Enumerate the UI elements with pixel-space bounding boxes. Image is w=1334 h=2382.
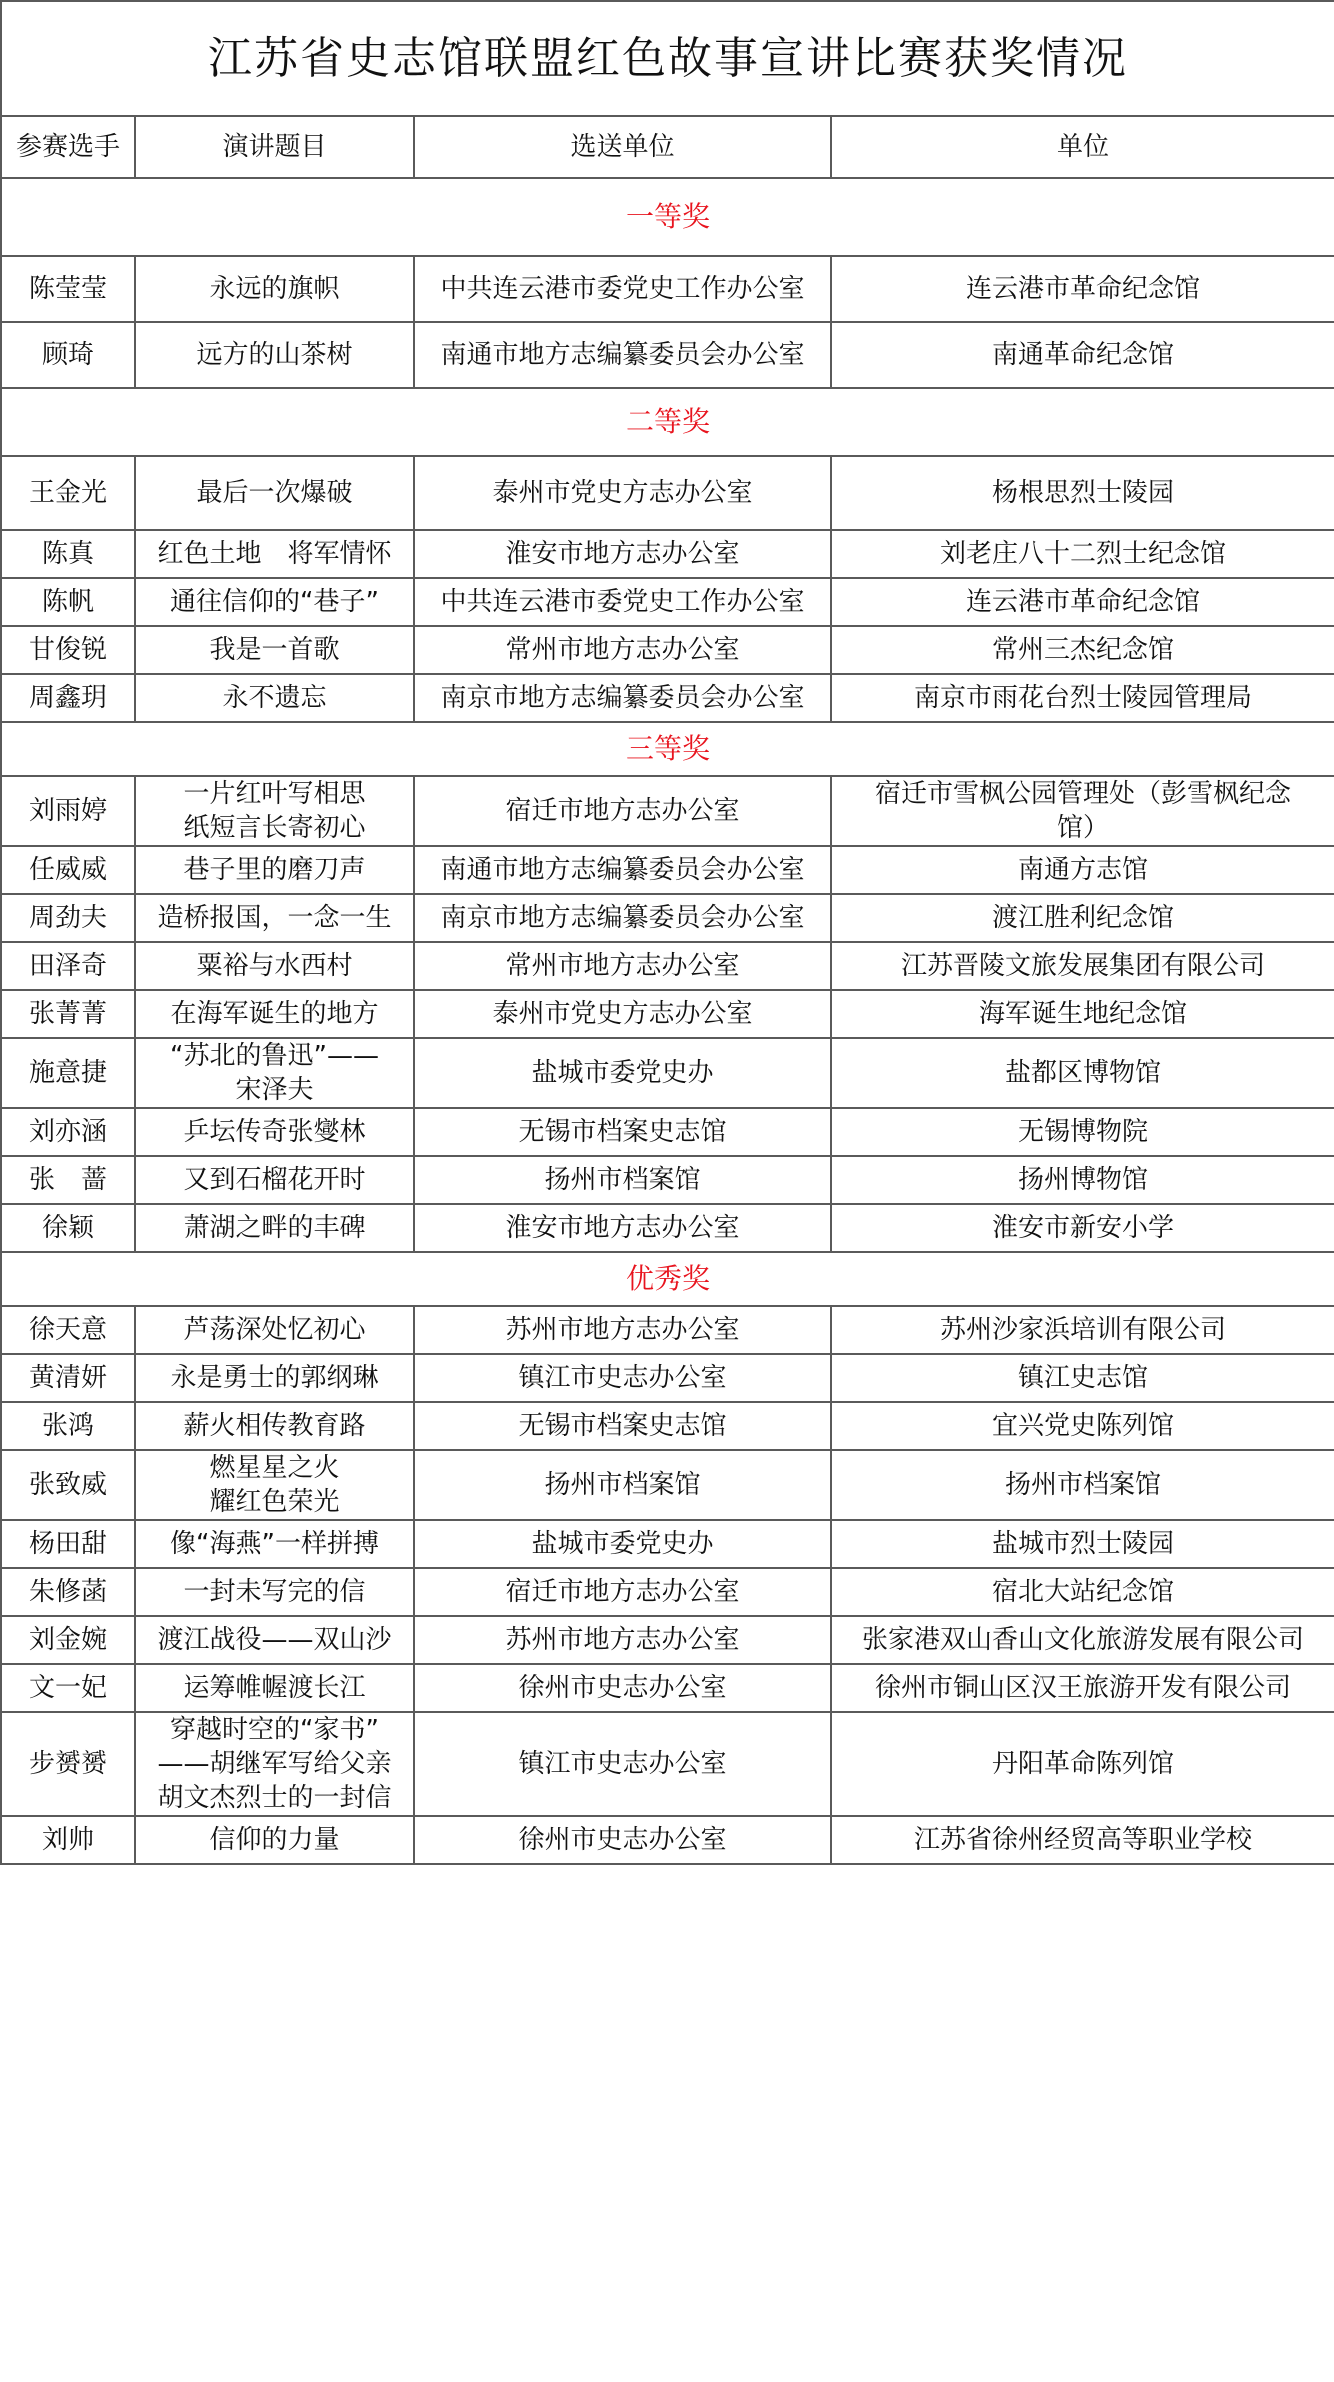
table-row <box>1 1664 1334 1712</box>
unit <box>831 1520 1334 1568</box>
contestant-name: 陈莹莹 <box>1 256 135 322</box>
sending-unit: 常州市地方志办公室 <box>414 626 831 674</box>
speech-topic <box>135 1156 414 1204</box>
award-level: 一等奖 <box>1 178 1334 256</box>
table-row <box>1 1520 1334 1568</box>
sending-unit: 徐州市史志办公室 <box>414 1816 831 1864</box>
speech-topic-line: 造桥报国，一念一生 <box>157 903 392 933</box>
header-unit: 单位 <box>831 116 1334 178</box>
speech-topic-line: 永不遗忘 <box>222 683 327 713</box>
contestant-name: 刘帅 <box>1 1816 135 1864</box>
speech-topic-line: 运筹帷幄渡长江 <box>183 1673 366 1703</box>
contestant-name: 黄清妍 <box>1 1354 135 1402</box>
speech-topic <box>135 990 414 1038</box>
unit-line: 丹阳革命陈列馆 <box>991 1749 1174 1779</box>
contestant-name: 徐颖 <box>1 1204 135 1252</box>
contestant-name: 朱修菡 <box>1 1568 135 1616</box>
unit-line: 徐州市铜山区汉王旅游开发有限公司 <box>874 1673 1291 1703</box>
unit-line: 江苏晋陵文旅发展集团有限公司 <box>900 951 1265 981</box>
unit <box>831 1450 1334 1520</box>
award-section-row <box>1 722 1334 776</box>
unit-line: 宿北大站纪念馆 <box>991 1577 1174 1607</box>
unit <box>831 1402 1334 1450</box>
unit-line: 扬州市档案馆 <box>1004 1470 1161 1500</box>
speech-topic-line: 远方的山茶树 <box>196 340 353 370</box>
sending-unit: 淮安市地方志办公室 <box>414 530 831 578</box>
unit <box>831 1664 1334 1712</box>
page-title: 江苏省史志馆联盟红色故事宣讲比赛获奖情况 <box>1 1 1334 116</box>
unit <box>831 1712 1334 1816</box>
speech-topic-line: “苏北的鲁迅”—— <box>170 1041 379 1071</box>
sending-unit: 中共连云港市委党史工作办公室 <box>414 578 831 626</box>
speech-topic <box>135 776 414 846</box>
contestant-name: 张菁菁 <box>1 990 135 1038</box>
contestant-name: 徐天意 <box>1 1306 135 1354</box>
sending-unit: 扬州市档案馆 <box>414 1450 831 1520</box>
table-row <box>1 626 1334 674</box>
table-row <box>1 322 1334 388</box>
contestant-name: 张致威 <box>1 1450 135 1520</box>
contestant-name: 周劲夫 <box>1 894 135 942</box>
table-row <box>1 1816 1334 1864</box>
speech-topic-line: 最后一次爆破 <box>196 478 353 508</box>
unit <box>831 530 1334 578</box>
unit-line: 江苏省徐州经贸高等职业学校 <box>913 1825 1252 1855</box>
sending-unit: 宿迁市地方志办公室 <box>414 1568 831 1616</box>
speech-topic-line: ——胡继军写给父亲 <box>157 1749 392 1779</box>
contestant-name: 任威威 <box>1 846 135 894</box>
speech-topic-line: 一封未写完的信 <box>183 1577 366 1607</box>
sending-unit: 无锡市档案史志馆 <box>414 1108 831 1156</box>
sending-unit: 盐城市委党史办 <box>414 1038 831 1108</box>
unit <box>831 674 1334 722</box>
award-level: 优秀奖 <box>1 1252 1334 1306</box>
speech-topic-line: 乒坛传奇张燮林 <box>183 1117 366 1147</box>
speech-topic <box>135 1520 414 1568</box>
table-row <box>1 578 1334 626</box>
unit <box>831 578 1334 626</box>
unit <box>831 1156 1334 1204</box>
speech-topic <box>135 846 414 894</box>
contestant-name: 周鑫玥 <box>1 674 135 722</box>
table-row <box>1 1568 1334 1616</box>
speech-topic-line: 芦荡深处忆初心 <box>183 1315 366 1345</box>
sending-unit: 南通市地方志编纂委员会办公室 <box>414 322 831 388</box>
unit-line: 扬州博物馆 <box>1017 1165 1148 1195</box>
speech-topic-line: 燃星星之火 <box>209 1453 340 1483</box>
sending-unit: 镇江市史志办公室 <box>414 1712 831 1816</box>
unit-line: 苏州沙家浜培训有限公司 <box>939 1315 1226 1345</box>
table-row <box>1 530 1334 578</box>
speech-topic-line: 耀红色荣光 <box>209 1487 340 1517</box>
sending-unit: 南通市地方志编纂委员会办公室 <box>414 846 831 894</box>
speech-topic-line: 在海军诞生的地方 <box>170 999 379 1029</box>
unit <box>831 626 1334 674</box>
unit-line: 渡江胜利纪念馆 <box>991 903 1174 933</box>
table-row <box>1 1402 1334 1450</box>
sending-unit: 南京市地方志编纂委员会办公室 <box>414 894 831 942</box>
award-level: 二等奖 <box>1 388 1334 456</box>
unit-line: 盐都区博物馆 <box>1004 1058 1161 1088</box>
speech-topic-line: 永是勇士的郭纲琳 <box>170 1363 379 1393</box>
table-row <box>1 256 1334 322</box>
speech-topic-line: 宋泽夫 <box>235 1075 314 1105</box>
sending-unit: 扬州市档案馆 <box>414 1156 831 1204</box>
speech-topic <box>135 894 414 942</box>
unit <box>831 846 1334 894</box>
speech-topic <box>135 942 414 990</box>
unit-line: 海军诞生地纪念馆 <box>978 999 1187 1029</box>
speech-topic-line: 纸短言长寄初心 <box>183 813 366 843</box>
contestant-name: 顾琦 <box>1 322 135 388</box>
sending-unit: 常州市地方志办公室 <box>414 942 831 990</box>
sending-unit: 苏州市地方志办公室 <box>414 1616 831 1664</box>
table-row <box>1 1712 1334 1816</box>
contestant-name: 王金光 <box>1 456 135 530</box>
unit-line: 张家港双山香山文化旅游发展有限公司 <box>861 1625 1304 1655</box>
table-row <box>1 894 1334 942</box>
speech-topic-line: 我是一首歌 <box>209 635 340 665</box>
speech-topic-line: 永远的旗帜 <box>209 274 340 304</box>
speech-topic <box>135 1816 414 1864</box>
table-row <box>1 942 1334 990</box>
unit-line: 无锡博物院 <box>1017 1117 1148 1147</box>
sending-unit: 盐城市委党史办 <box>414 1520 831 1568</box>
speech-topic <box>135 626 414 674</box>
unit <box>831 776 1334 846</box>
table-row <box>1 1306 1334 1354</box>
speech-topic-line: 信仰的力量 <box>209 1825 340 1855</box>
speech-topic <box>135 1568 414 1616</box>
speech-topic <box>135 1204 414 1252</box>
table-row <box>1 674 1334 722</box>
sending-unit: 泰州市党史方志办公室 <box>414 990 831 1038</box>
speech-topic-line: 粟裕与水西村 <box>196 951 353 981</box>
unit-line: 馆） <box>1056 813 1109 843</box>
award-section-row <box>1 388 1334 456</box>
unit <box>831 1568 1334 1616</box>
speech-topic <box>135 578 414 626</box>
table-row <box>1 1354 1334 1402</box>
unit-line: 淮安市新安小学 <box>991 1213 1174 1243</box>
speech-topic-line: 又到石榴花开时 <box>183 1165 366 1195</box>
speech-topic <box>135 674 414 722</box>
sending-unit: 泰州市党史方志办公室 <box>414 456 831 530</box>
contestant-name: 刘亦涵 <box>1 1108 135 1156</box>
speech-topic-line: 通往信仰的“巷子” <box>170 587 379 617</box>
table-row <box>1 1156 1334 1204</box>
table-row <box>1 456 1334 530</box>
unit-line: 南通革命纪念馆 <box>991 340 1174 370</box>
unit-line: 南通方志馆 <box>1017 855 1148 885</box>
unit <box>831 990 1334 1038</box>
contestant-name: 施意捷 <box>1 1038 135 1108</box>
table-row <box>1 1450 1334 1520</box>
award-level: 三等奖 <box>1 722 1334 776</box>
unit <box>831 894 1334 942</box>
unit-line: 宿迁市雪枫公园管理处（彭雪枫纪念 <box>874 779 1291 809</box>
speech-topic <box>135 1616 414 1664</box>
unit <box>831 1108 1334 1156</box>
header-row <box>1 116 1334 178</box>
unit <box>831 1204 1334 1252</box>
speech-topic <box>135 1306 414 1354</box>
contestant-name: 张 蔷 <box>1 1156 135 1204</box>
speech-topic <box>135 1712 414 1816</box>
contestant-name: 张鸿 <box>1 1402 135 1450</box>
unit-line: 刘老庄八十二烈士纪念馆 <box>939 539 1226 569</box>
speech-topic <box>135 1402 414 1450</box>
unit <box>831 1306 1334 1354</box>
unit-line: 杨根思烈士陵园 <box>991 478 1174 508</box>
speech-topic <box>135 1664 414 1712</box>
unit-line: 常州三杰纪念馆 <box>991 635 1174 665</box>
contestant-name: 甘俊锐 <box>1 626 135 674</box>
unit <box>831 256 1334 322</box>
speech-topic-line: 萧湖之畔的丰碑 <box>183 1213 366 1243</box>
speech-topic-line: 巷子里的磨刀声 <box>183 855 366 885</box>
award-section-row <box>1 178 1334 256</box>
sending-unit: 南京市地方志编纂委员会办公室 <box>414 674 831 722</box>
table-row <box>1 846 1334 894</box>
sending-unit: 苏州市地方志办公室 <box>414 1306 831 1354</box>
unit <box>831 1038 1334 1108</box>
contestant-name: 杨田甜 <box>1 1520 135 1568</box>
speech-topic <box>135 1038 414 1108</box>
speech-topic <box>135 530 414 578</box>
awards-table-body <box>1 1 1334 1864</box>
table-row <box>1 776 1334 846</box>
speech-topic <box>135 322 414 388</box>
contestant-name: 刘金婉 <box>1 1616 135 1664</box>
sending-unit: 宿迁市地方志办公室 <box>414 776 831 846</box>
speech-topic-line: 一片红叶写相思 <box>183 779 366 809</box>
sending-unit: 中共连云港市委党史工作办公室 <box>414 256 831 322</box>
unit <box>831 942 1334 990</box>
contestant-name: 陈真 <box>1 530 135 578</box>
unit-line: 宜兴党史陈列馆 <box>991 1411 1174 1441</box>
speech-topic-line: 薪火相传教育路 <box>183 1411 366 1441</box>
unit-line: 南京市雨花台烈士陵园管理局 <box>913 683 1252 713</box>
speech-topic-line: 红色土地 将军情怀 <box>157 539 392 569</box>
table-row <box>1 1038 1334 1108</box>
table-row <box>1 990 1334 1038</box>
contestant-name: 刘雨婷 <box>1 776 135 846</box>
unit-line: 盐城市烈士陵园 <box>991 1529 1174 1559</box>
speech-topic-line: 胡文杰烈士的一封信 <box>157 1783 392 1813</box>
unit <box>831 1354 1334 1402</box>
speech-topic-line: 像“海燕”一样拼搏 <box>170 1529 379 1559</box>
title-row <box>1 1 1334 116</box>
contestant-name: 步赟赟 <box>1 1712 135 1816</box>
table-row <box>1 1108 1334 1156</box>
sending-unit: 徐州市史志办公室 <box>414 1664 831 1712</box>
header-topic: 演讲题目 <box>135 116 414 178</box>
speech-topic <box>135 1108 414 1156</box>
table-row <box>1 1616 1334 1664</box>
unit <box>831 322 1334 388</box>
unit-line: 连云港市革命纪念馆 <box>965 587 1200 617</box>
speech-topic <box>135 456 414 530</box>
unit <box>831 456 1334 530</box>
unit <box>831 1616 1334 1664</box>
contestant-name: 文一妃 <box>1 1664 135 1712</box>
award-section-row <box>1 1252 1334 1306</box>
sending-unit: 镇江市史志办公室 <box>414 1354 831 1402</box>
table-row <box>1 1204 1334 1252</box>
speech-topic <box>135 256 414 322</box>
speech-topic-line: 渡江战役——双山沙 <box>157 1625 392 1655</box>
sending-unit: 淮安市地方志办公室 <box>414 1204 831 1252</box>
contestant-name: 陈帆 <box>1 578 135 626</box>
speech-topic-line: 穿越时空的“家书” <box>170 1715 379 1745</box>
contestant-name: 田泽奇 <box>1 942 135 990</box>
unit <box>831 1816 1334 1864</box>
speech-topic <box>135 1450 414 1520</box>
speech-topic <box>135 1354 414 1402</box>
unit-line: 镇江史志馆 <box>1017 1363 1148 1393</box>
unit-line: 连云港市革命纪念馆 <box>965 274 1200 304</box>
sending-unit: 无锡市档案史志馆 <box>414 1402 831 1450</box>
header-contestant: 参赛选手 <box>1 116 135 178</box>
header-sender: 选送单位 <box>414 116 831 178</box>
